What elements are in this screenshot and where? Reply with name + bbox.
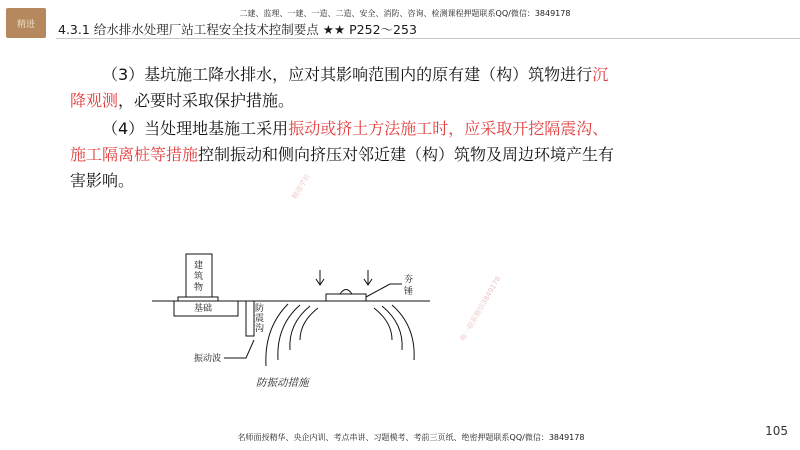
p4-text-e: 控制振动和侧向挤压对邻近建（构）筑物及周边环境产生有害影响。: [70, 145, 615, 190]
p4-text-a: （4）当处理地基施工采用: [102, 119, 289, 138]
watermark-1: 精进学社: [290, 172, 312, 201]
page-number: 105: [765, 424, 788, 438]
foundation-label: 基础: [194, 304, 213, 314]
anti-vibration-trench: [246, 301, 254, 336]
wave-4: [266, 304, 288, 366]
p3-text-c: ，必要时采取保护措施。: [118, 91, 295, 110]
bottom-contact-banner: 名师面授精华、央企内训、考点串讲、习题模考、考前三页纸、绝密押题联系QQ/微信：3849178: [237, 433, 585, 442]
paragraph-3: [70, 62, 622, 114]
hammer-label-2: 锤: [404, 287, 414, 297]
building-label-2: 筑: [194, 272, 204, 282]
wave-7: [392, 305, 414, 360]
page-title: 4.3.1 给水排水处理厂站工程安全技术控制要点 ★★ P252～253: [58, 22, 417, 37]
foundation-plinth: [178, 297, 218, 301]
brand-logo-text: 精进: [16, 19, 35, 30]
wave-3: [278, 305, 300, 360]
wave-leader: [224, 340, 254, 358]
p3-text-a: （3）基坑施工降水排水，应对其影响范围内的原有建（构）筑物进行: [102, 65, 593, 84]
trench-label-2: 震: [255, 314, 265, 324]
top-contact-banner: 二建、监理、一建、一造、二造、安全、消防、咨询、检测课程押题联系QQ/微信：3849178: [239, 9, 571, 18]
wave-label: 振动波: [194, 354, 222, 364]
hammer-handle: [340, 290, 352, 295]
hammer-body: [326, 294, 366, 301]
building-label-3: 物: [194, 283, 204, 293]
hammer-leader: [366, 284, 402, 297]
trench-label-3: 沟: [255, 324, 265, 334]
brand-logo: [6, 8, 46, 38]
p4-comma: ，: [448, 119, 465, 138]
title-divider: [56, 38, 800, 39]
building-label-1: 建: [194, 261, 204, 271]
trench-label-1: 防: [255, 304, 265, 314]
p3-highlight: 沉降观测: [70, 65, 609, 110]
hammer-label-1: 夯: [404, 275, 414, 285]
diagram-caption: 防振动措施: [256, 377, 309, 389]
p4-highlight-2: 应采取开挖隔震沟、施工隔离桩等措施: [70, 119, 609, 164]
paragraph-4: [70, 116, 622, 194]
watermark-2: 唯一联系微信3849178: [458, 275, 503, 343]
p4-highlight-1: 振动或挤土方法施工时: [288, 119, 449, 138]
